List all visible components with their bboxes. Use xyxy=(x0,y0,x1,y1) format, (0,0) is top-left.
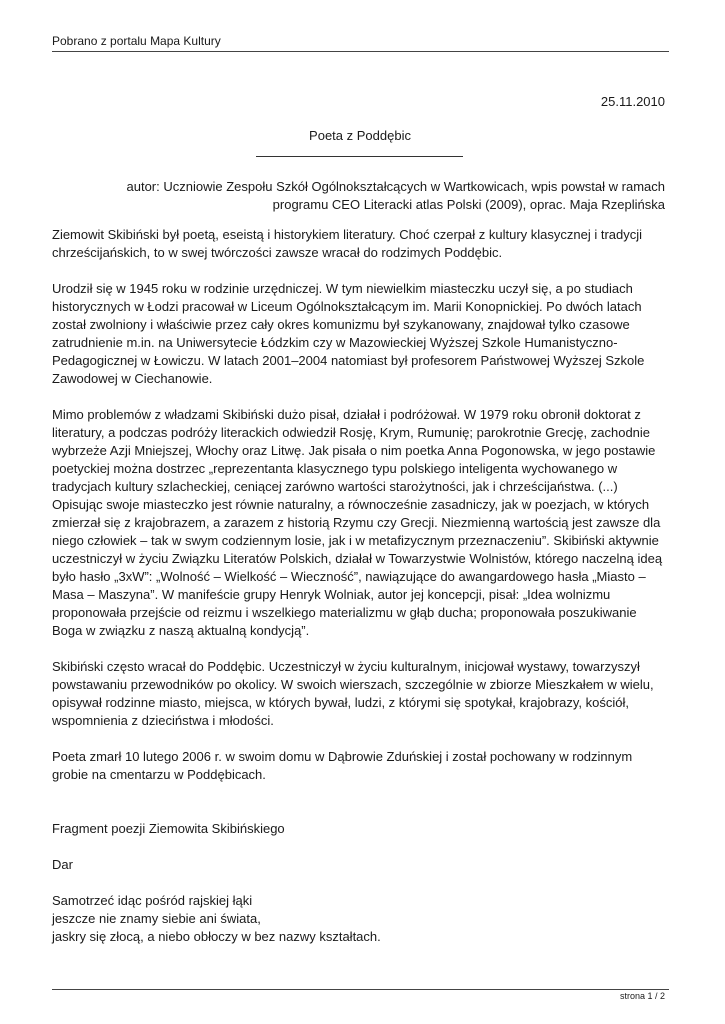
author-line: programu CEO Literacki atlas Polski (2009), oprac. Maja Rzeplińska xyxy=(272,197,665,212)
paragraph: Urodził się w 1945 roku w rodzinie urzędniczej. W tym niewielkim miasteczku uczył się, a po studiach historycznych w Łodzi pracował w Liceum Ogólnokształcącym im. Marii Konopnickiej. Po dwóch latach został zwolniony i właściwie przez cały okres komunizmu był szykanowany, znajdował tylko czasowe zatrudnienie m.in. na Uniwersytecie Łódzkim czy w Mazowieckiej Wyższej Szkole Humanistyczno-Pedagogicznej w Łowiczu. W latach 2001–2004 natomiast był profesorem Państwowej Wyższej Szkole Zawodowej w Ciechanowie. xyxy=(52,281,645,386)
fragment-heading: Fragment poezji Ziemowita Skibińskiego xyxy=(52,821,285,836)
paragraph: Skibiński często wracał do Poddębic. Uczestniczył w życiu kulturalnym, inicjował wystawy, towarzyszył powstawaniu przewodników po okolicy. W swoich wierszach, szczególnie w zbiorze Mieszkałem w wielu, opisywał rodzinne miasto, miejsca, w których bywał, ludzi, z którymi się spotykał, krajobrazy, kościół, wspomnienia z dzieciństwa i młodości. xyxy=(52,659,654,728)
document-body xyxy=(52,226,669,964)
page-number: strona 1 / 2 xyxy=(619,991,665,1001)
title-divider xyxy=(256,156,463,157)
paragraph: Ziemowit Skibiński był poetą, eseistą i historykiem literatury. Choć czerpał z kultury klasycznej i tradycji chrześcijańskich, to w swej twórczości zawsze wracał do rodzimych Poddębic. xyxy=(52,227,643,260)
author-block xyxy=(100,178,665,214)
author-line: autor: Uczniowie Zespołu Szkół Ogólnokształcących w Wartkowicach, wpis powstał w ramach xyxy=(126,179,665,194)
document-title: Poeta z Poddębic xyxy=(309,128,411,143)
footer-divider xyxy=(52,989,669,990)
header-source: Pobrano z portalu Mapa Kultury xyxy=(52,34,221,48)
header-divider xyxy=(52,51,669,52)
poem-text: Samotrzeć idąc pośród rajskiej łąki jeszcze nie znamy siebie ani świata, jaskry się złocą, a niebo obłoczy w bez nazwy kształtach. xyxy=(52,893,381,944)
paragraph: Mimo problemów z władzami Skibiński dużo pisał, działał i podróżował. W 1979 roku obronił doktorat z literatury, a podczas podróży literackich odwiedził Rosję, Krym, Rumunię; parokrotnie Grecję, zachodnie wybrzeże Azji Mniejszej, Włochy oraz Litwę. Jak pisała o nim poetka Anna Pogonowska, w jego postawie poetyckiej można dostrzec „reprezentanta klasycznego typu polskiego inteligenta wychowanego w tradycjach kultury szlacheckiej, ceniącej zarówno wartości starożytności, jak i chrześcijaństwa. (...) Opisując swoje miasteczko jest równie naturalny, a równocześnie zasadniczy, jak w poezjach, w których zmierzał się z krajobrazem, a zarazem z historią Rzymu czy Grecji. Niezmienną wartością jest zawsze dla niego człowiek – tak w swym codziennym losie, jak i w metafizycznym przeznaczeniu”. Skibiński aktywnie uczestniczył w życiu Związku Literatów Polskich, działał w Towarzystwie Wolnistów, którego naczelną ideą było hasło „3xW”: „Wolność – Wielkość – Wieczność”, nawiązujące do awangardowego hasła „Miasto – Masa – Maszyna”. W manifeście grupy Henryk Wolniak, autor jej koncepcji, pisał: „Idea wolnizmu proponowała przejście od reizmu i wszelkiego materializmu w głąb ducha; proponowała poszukiwanie Boga w związku z naszą aktualną kondycją”. xyxy=(52,407,663,638)
poem-title: Dar xyxy=(52,857,73,872)
paragraph: Poeta zmarł 10 lutego 2006 r. w swoim domu w Dąbrowie Zduńskiej i został pochowany w rodzinnym grobie na cmentarzu w Poddębicach. xyxy=(52,749,633,782)
document-date: 25.11.2010 xyxy=(600,94,665,109)
